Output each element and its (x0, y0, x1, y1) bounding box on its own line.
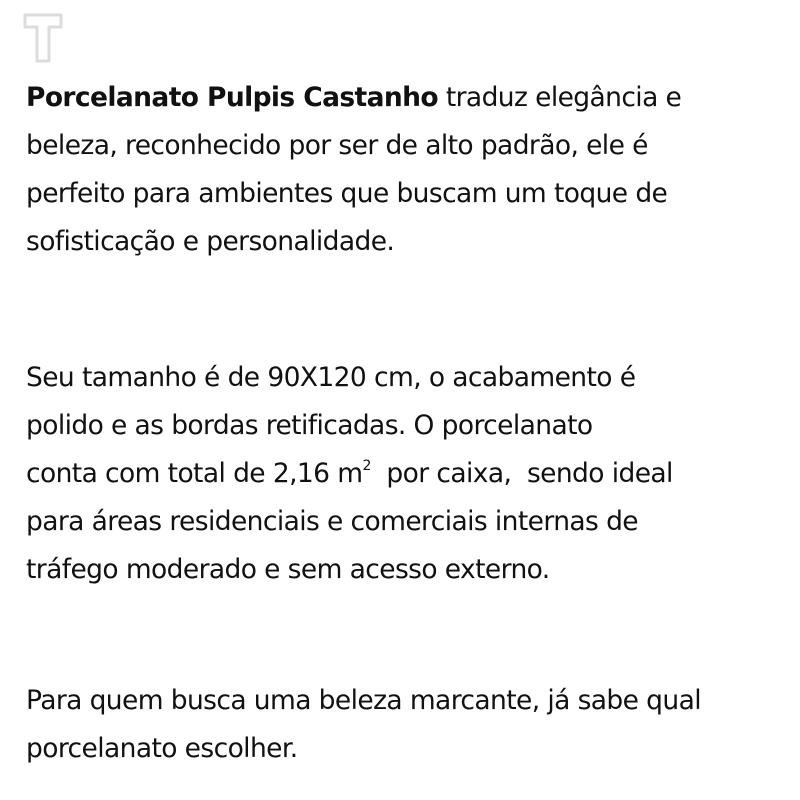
intro-line-3: perfeito para ambientes que buscam um toque de (26, 178, 668, 209)
description-paragraph-closing (26, 677, 776, 773)
specs-line-2: polido e as bordas retificadas. O porcelanato (26, 410, 593, 441)
intro-line-1 (26, 74, 776, 122)
t-logo-icon (22, 12, 64, 64)
intro-line-4: sofisticação e personalidade. (26, 226, 395, 257)
closing-line-2: porcelanato escolher. (26, 733, 298, 764)
specs-line-3 (26, 450, 776, 498)
intro-line-1-rest: traduz elegância e (438, 82, 682, 113)
square-meter-superscript: 2 (362, 458, 371, 474)
specs-line-3-end: por caixa, sendo ideal (370, 458, 673, 489)
closing-line-1: Para quem busca uma beleza marcante, já sabe qual (26, 685, 701, 716)
product-name: Porcelanato Pulpis Castanho (26, 82, 439, 113)
specs-line-4: para áreas residenciais e comerciais internas de (26, 506, 638, 537)
specs-line-3-start: conta com total de 2,16 m (26, 458, 363, 489)
specs-line-5: tráfego moderado e sem acesso externo. (26, 554, 550, 585)
intro-line-2: beleza, reconhecido por ser de alto padrão, ele é (26, 130, 648, 161)
description-paragraph-specs (26, 354, 776, 594)
specs-line-1: Seu tamanho é de 90X120 cm, o acabamento é (26, 362, 636, 393)
description-paragraph-intro (26, 74, 776, 266)
